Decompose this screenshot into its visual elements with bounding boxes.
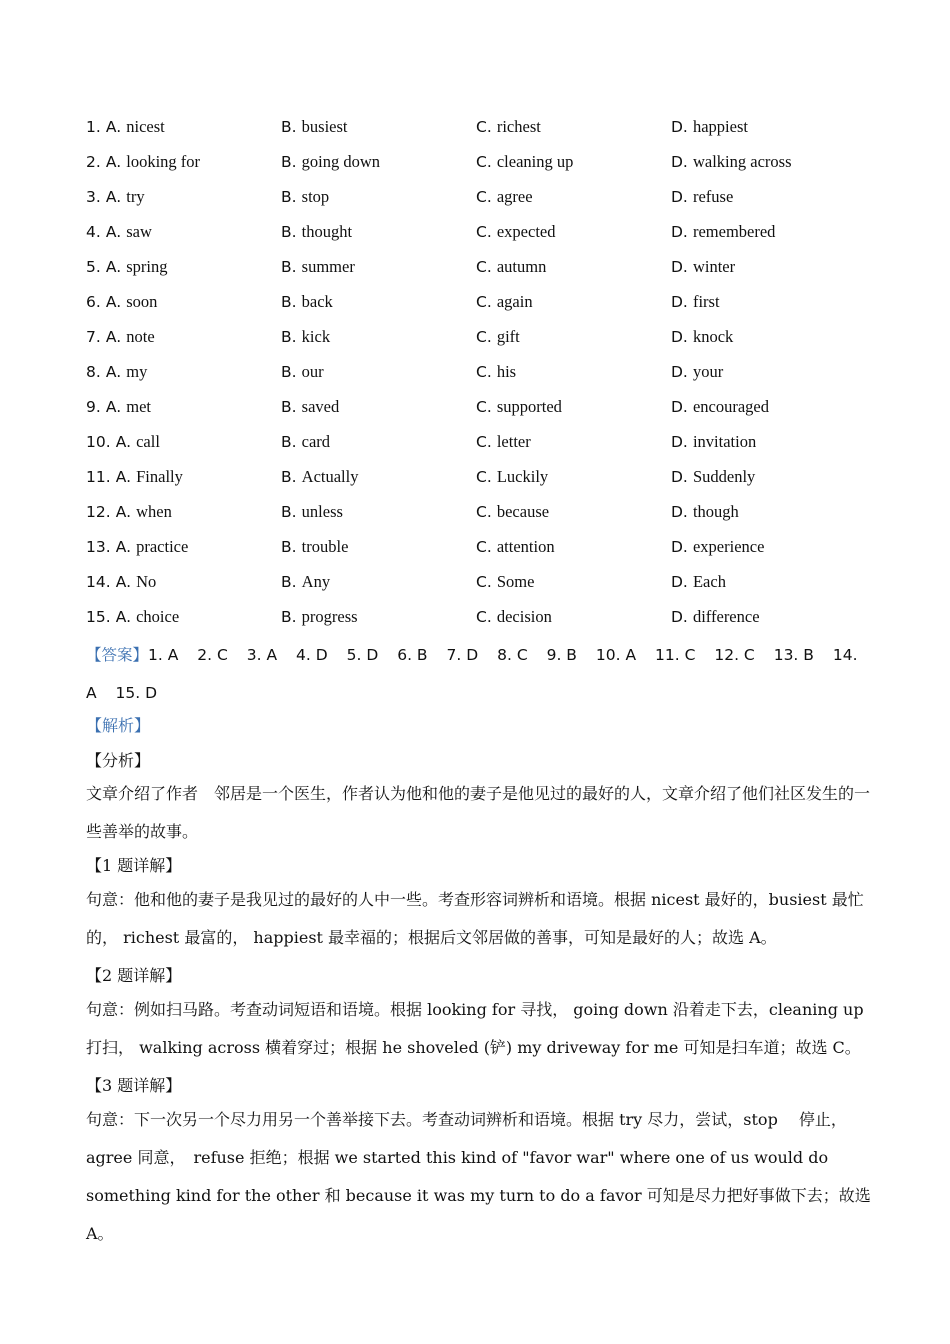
option-label: B. [281, 362, 297, 381]
option-d [671, 257, 866, 277]
option-label: A. [115, 502, 132, 521]
option-label: C. [476, 152, 492, 171]
option-text: try [126, 186, 145, 206]
question-number: 14. [86, 572, 111, 591]
option-a [86, 117, 281, 137]
option-label: D. [671, 432, 688, 451]
option-text: letter [496, 431, 531, 451]
q1-heading: 【1 题详解】 [86, 856, 182, 875]
option-b [281, 222, 476, 242]
option-label: D. [671, 117, 688, 136]
option-text: again [496, 291, 533, 311]
answer-item: 12. C [714, 646, 755, 664]
option-label: D. [671, 152, 688, 171]
question-row [86, 284, 886, 319]
question-row [86, 144, 886, 179]
option-label: A. [105, 292, 122, 311]
option-text: agree [496, 186, 533, 206]
option-label: D. [671, 362, 688, 381]
option-d [671, 537, 866, 557]
answer-item: 5. D [346, 646, 379, 664]
q3-paragraph: 句意：下一次另一个尽力用另一个善举接下去。考查动词辨析和语境。根据 try 尽力，尝试，stop 停止，agree 同意， refuse 拒绝；根据 we started this kind of "favor war" where one of us would do something kind for the other 和 because it was my turn to do a favor 可知是尽力把好事做下去；故选 A。 [86, 1110, 871, 1243]
option-text: walking across [692, 151, 792, 171]
option-label: D. [671, 607, 688, 626]
answer-line [86, 636, 876, 712]
option-label: B. [281, 537, 297, 556]
question-row [86, 354, 886, 389]
option-d [671, 292, 866, 312]
option-text: call [136, 431, 160, 451]
option-label: D. [671, 467, 688, 486]
option-text: practice [136, 536, 189, 556]
option-text: refuse [692, 186, 734, 206]
option-d [671, 362, 866, 382]
options-table [86, 109, 886, 634]
option-text: happiest [692, 116, 748, 136]
option-c [476, 117, 671, 137]
option-c [476, 467, 671, 487]
question-number: 12. [86, 502, 111, 521]
question-number: 6. [86, 292, 101, 311]
option-text: invitation [692, 431, 757, 451]
option-text: spring [126, 256, 168, 276]
option-text: remembered [692, 221, 776, 241]
option-label: D. [671, 327, 688, 346]
option-c [476, 432, 671, 452]
option-label: C. [476, 502, 492, 521]
option-text: note [126, 326, 155, 346]
option-text: decision [496, 606, 552, 626]
fenxi-paragraph: 文章介绍了作者 邻居是一个医生，作者认为他和他的妻子是他见过的最好的人，文章介绍了他们社区发生的一些善举的故事。 [86, 784, 871, 841]
fenxi-heading: 【分析】 [86, 751, 151, 770]
option-d [671, 152, 866, 172]
option-label: C. [476, 432, 492, 451]
question-number: 10. [86, 432, 111, 451]
option-c [476, 537, 671, 557]
option-label: B. [281, 327, 297, 346]
option-label: C. [476, 537, 492, 556]
answer-item: 3. A [246, 646, 278, 664]
option-label: B. [281, 397, 297, 416]
option-text: soon [126, 291, 158, 311]
option-c [476, 292, 671, 312]
option-text: going down [301, 151, 381, 171]
option-b [281, 117, 476, 137]
option-label: A. [105, 257, 122, 276]
option-a [86, 187, 281, 207]
option-text: attention [496, 536, 555, 556]
answer-item: 14. A [86, 646, 858, 702]
option-label: B. [281, 467, 297, 486]
option-text: your [692, 361, 724, 381]
option-label: B. [281, 187, 297, 206]
question-number: 11. [86, 467, 111, 486]
option-label: A. [105, 327, 122, 346]
option-label: D. [671, 187, 688, 206]
question-number: 9. [86, 397, 101, 416]
option-c [476, 572, 671, 592]
option-text: because [496, 501, 550, 521]
option-a [86, 537, 281, 557]
option-d [671, 117, 866, 137]
option-c [476, 362, 671, 382]
option-d [671, 607, 866, 627]
option-text: trouble [301, 536, 349, 556]
option-b [281, 432, 476, 452]
option-text: card [301, 431, 331, 451]
q2-heading: 【2 题详解】 [86, 966, 182, 985]
answer-item: 6. B [397, 646, 428, 664]
option-text: Actually [301, 466, 359, 486]
option-b [281, 502, 476, 522]
option-label: D. [671, 537, 688, 556]
option-text: his [496, 361, 517, 381]
option-a [86, 607, 281, 627]
option-label: C. [476, 292, 492, 311]
option-b [281, 327, 476, 347]
option-label: D. [671, 502, 688, 521]
option-label: B. [281, 257, 297, 276]
option-text: difference [692, 606, 760, 626]
option-label: D. [671, 572, 688, 591]
option-d [671, 187, 866, 207]
option-c [476, 607, 671, 627]
option-text: expected [496, 221, 556, 241]
answer-item: 11. C [655, 646, 696, 664]
option-b [281, 257, 476, 277]
option-a [86, 572, 281, 592]
option-label: C. [476, 362, 492, 381]
question-row [86, 389, 886, 424]
option-text: winter [692, 256, 736, 276]
option-c [476, 397, 671, 417]
option-b [281, 537, 476, 557]
option-b [281, 397, 476, 417]
option-text: busiest [301, 116, 348, 136]
option-text: saved [301, 396, 340, 416]
option-label: A. [115, 432, 132, 451]
question-number: 15. [86, 607, 111, 626]
option-b [281, 292, 476, 312]
option-label: D. [671, 292, 688, 311]
option-label: B. [281, 502, 297, 521]
option-label: A. [115, 607, 132, 626]
option-label: A. [115, 467, 132, 486]
answer-item: 7. D [446, 646, 479, 664]
option-text: supported [496, 396, 562, 416]
answer-item: 15. D [115, 684, 158, 702]
question-row [86, 319, 886, 354]
option-text: Each [692, 571, 726, 591]
option-label: B. [281, 572, 297, 591]
option-text: though [692, 501, 739, 521]
answer-item: 1. A [148, 646, 179, 664]
answer-item: 13. B [773, 646, 814, 664]
option-label: C. [476, 467, 492, 486]
option-a [86, 432, 281, 452]
option-text: autumn [496, 256, 547, 276]
option-text: Any [301, 571, 331, 591]
question-row [86, 599, 886, 634]
option-text: gift [496, 326, 520, 346]
option-a [86, 327, 281, 347]
option-c [476, 152, 671, 172]
question-row [86, 249, 886, 284]
option-d [671, 502, 866, 522]
option-b [281, 187, 476, 207]
option-a [86, 257, 281, 277]
option-text: summer [301, 256, 355, 276]
option-d [671, 467, 866, 487]
question-number: 8. [86, 362, 101, 381]
answer-item: 2. C [197, 646, 228, 664]
option-label: C. [476, 572, 492, 591]
option-c [476, 327, 671, 347]
option-label: A. [105, 117, 122, 136]
option-label: B. [281, 432, 297, 451]
answer-item: 4. D [296, 646, 328, 664]
option-label: A. [105, 362, 122, 381]
option-text: saw [126, 221, 152, 241]
option-label: D. [671, 257, 688, 276]
option-label: C. [476, 117, 492, 136]
answer-list [86, 646, 858, 702]
option-text: nicest [126, 116, 165, 136]
option-text: stop [301, 186, 330, 206]
option-label: B. [281, 117, 297, 136]
option-text: our [301, 361, 324, 381]
option-label: A. [105, 152, 122, 171]
option-b [281, 467, 476, 487]
option-text: Finally [136, 466, 183, 486]
option-label: A. [105, 397, 122, 416]
option-text: Suddenly [692, 466, 756, 486]
question-number: 7. [86, 327, 101, 346]
option-text: my [126, 361, 148, 381]
option-b [281, 572, 476, 592]
question-number: 13. [86, 537, 111, 556]
question-row [86, 564, 886, 599]
option-c [476, 502, 671, 522]
option-a [86, 152, 281, 172]
option-label: C. [476, 187, 492, 206]
option-text: No [136, 571, 157, 591]
option-text: experience [692, 536, 765, 556]
option-label: D. [671, 222, 688, 241]
option-label: A. [105, 187, 122, 206]
option-text: knock [692, 326, 734, 346]
option-text: cleaning up [496, 151, 574, 171]
question-number: 1. [86, 117, 101, 136]
option-text: back [301, 291, 333, 311]
option-label: B. [281, 607, 297, 626]
answer-item: 9. B [546, 646, 577, 664]
option-b [281, 607, 476, 627]
option-a [86, 362, 281, 382]
option-text: richest [496, 116, 541, 136]
jiexi-heading: 【解析】 [86, 716, 151, 735]
option-label: C. [476, 327, 492, 346]
question-number: 2. [86, 152, 101, 171]
question-row [86, 179, 886, 214]
option-c [476, 257, 671, 277]
option-text: kick [301, 326, 331, 346]
answer-item: 10. A [595, 646, 637, 664]
option-c [476, 222, 671, 242]
option-a [86, 292, 281, 312]
option-a [86, 397, 281, 417]
option-text: looking for [126, 151, 201, 171]
option-text: unless [301, 501, 343, 521]
option-text: Luckily [496, 466, 549, 486]
option-text: Some [496, 571, 535, 591]
answer-tag: 【答案】 [86, 646, 149, 664]
option-text: thought [301, 221, 353, 241]
option-label: A. [115, 537, 132, 556]
option-d [671, 397, 866, 417]
option-d [671, 432, 866, 452]
option-text: when [136, 501, 172, 521]
q1-paragraph: 句意：他和他的妻子是我见过的最好的人中一些。考查形容词辨析和语境。根据 nicest 最好的，busiest 最忙的， richest 最富的， happiest 最幸福的；根据后文邻居做的善事，可知是最好的人；故选 A。 [86, 890, 864, 947]
option-text: progress [301, 606, 358, 626]
option-text: met [126, 396, 151, 416]
question-row [86, 459, 886, 494]
question-number: 4. [86, 222, 101, 241]
q2-paragraph: 句意：例如扫马路。考查动词短语和语境。根据 looking for 寻找， going down 沿着走下去，cleaning up 打扫， walking across 横着穿过；根据 he shoveled (铲) my driveway for me 可知是扫车道；故选 C。 [86, 1000, 864, 1057]
question-row [86, 529, 886, 564]
question-row [86, 214, 886, 249]
option-label: C. [476, 222, 492, 241]
option-b [281, 152, 476, 172]
option-text: choice [136, 606, 180, 626]
question-number: 3. [86, 187, 101, 206]
option-text: encouraged [692, 396, 770, 416]
question-row [86, 109, 886, 144]
option-a [86, 502, 281, 522]
option-label: A. [115, 572, 132, 591]
option-d [671, 327, 866, 347]
option-label: C. [476, 257, 492, 276]
option-a [86, 467, 281, 487]
option-c [476, 187, 671, 207]
q3-heading: 【3 题详解】 [86, 1076, 182, 1095]
option-label: D. [671, 397, 688, 416]
option-b [281, 362, 476, 382]
question-row [86, 494, 886, 529]
option-label: C. [476, 607, 492, 626]
question-row [86, 424, 886, 459]
answer-item: 8. C [497, 646, 528, 664]
option-text: first [692, 291, 720, 311]
option-label: A. [105, 222, 122, 241]
option-d [671, 572, 866, 592]
option-label: B. [281, 152, 297, 171]
option-label: B. [281, 292, 297, 311]
question-number: 5. [86, 257, 101, 276]
option-d [671, 222, 866, 242]
option-a [86, 222, 281, 242]
option-label: B. [281, 222, 297, 241]
option-label: C. [476, 397, 492, 416]
